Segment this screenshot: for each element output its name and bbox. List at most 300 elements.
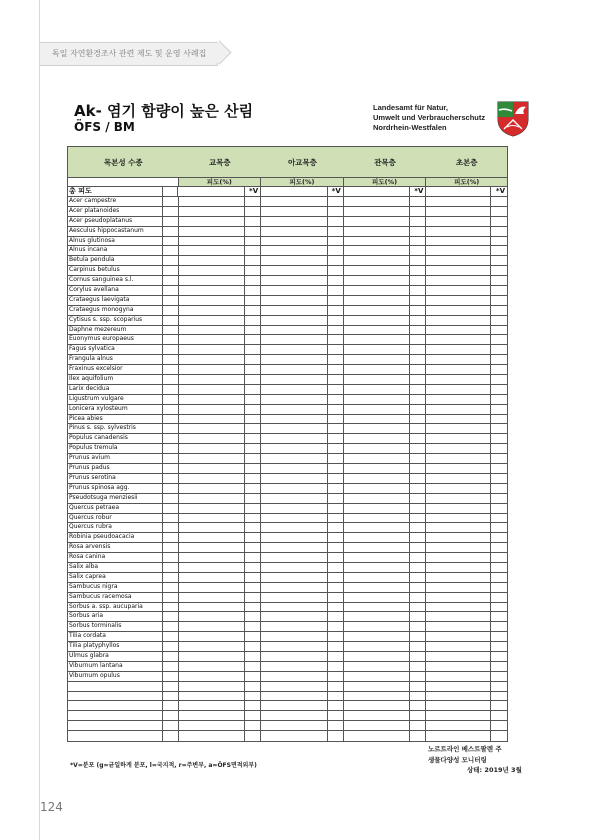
entry-cell[interactable]: [179, 326, 246, 335]
entry-cell[interactable]: [261, 395, 328, 404]
entry-cell[interactable]: [328, 227, 344, 236]
entry-cell[interactable]: [261, 672, 328, 681]
entry-cell[interactable]: [163, 612, 179, 621]
entry-cell[interactable]: [426, 464, 491, 473]
entry-cell[interactable]: [426, 415, 491, 424]
entry-cell[interactable]: [163, 672, 179, 681]
entry-cell[interactable]: [261, 612, 328, 621]
entry-cell[interactable]: [344, 632, 411, 641]
entry-cell[interactable]: [245, 345, 261, 354]
entry-cell[interactable]: [328, 424, 344, 433]
entry-cell[interactable]: [163, 543, 179, 552]
entry-cell[interactable]: [491, 474, 507, 483]
entry-cell[interactable]: [245, 256, 261, 265]
entry-cell[interactable]: [245, 227, 261, 236]
entry-cell[interactable]: [344, 583, 411, 592]
entry-cell[interactable]: [426, 494, 491, 503]
entry-cell[interactable]: [344, 227, 411, 236]
entry-cell[interactable]: [245, 454, 261, 463]
entry-cell[interactable]: [426, 266, 491, 275]
entry-cell[interactable]: [426, 424, 491, 433]
entry-cell[interactable]: [245, 355, 261, 364]
entry-cell[interactable]: [163, 652, 179, 661]
entry-cell[interactable]: [410, 474, 426, 483]
entry-cell[interactable]: [410, 246, 426, 255]
entry-cell[interactable]: [179, 385, 246, 394]
entry-cell[interactable]: [328, 335, 344, 344]
entry-cell[interactable]: [179, 533, 246, 542]
cover-cell[interactable]: [178, 187, 245, 196]
entry-cell[interactable]: [163, 326, 179, 335]
entry-cell[interactable]: [179, 523, 246, 532]
entry-cell[interactable]: [328, 296, 344, 305]
entry-cell[interactable]: [261, 197, 328, 206]
entry-cell[interactable]: [410, 296, 426, 305]
entry-cell[interactable]: [245, 464, 261, 473]
entry-cell[interactable]: [179, 227, 246, 236]
entry-cell[interactable]: [426, 484, 491, 493]
entry-cell[interactable]: [491, 701, 507, 710]
entry-cell[interactable]: [410, 237, 426, 246]
entry-cell[interactable]: [328, 692, 344, 701]
entry-cell[interactable]: [344, 603, 411, 612]
entry-cell[interactable]: [410, 593, 426, 602]
entry-cell[interactable]: [245, 415, 261, 424]
entry-cell[interactable]: [245, 474, 261, 483]
entry-cell[interactable]: [328, 326, 344, 335]
entry-cell[interactable]: [163, 563, 179, 572]
entry-cell[interactable]: [410, 345, 426, 354]
entry-cell[interactable]: [328, 484, 344, 493]
entry-cell[interactable]: [410, 731, 426, 741]
entry-cell[interactable]: [179, 474, 246, 483]
entry-cell[interactable]: [344, 296, 411, 305]
entry-cell[interactable]: [245, 672, 261, 681]
entry-cell[interactable]: [261, 711, 328, 720]
entry-cell[interactable]: [410, 603, 426, 612]
entry-cell[interactable]: [179, 711, 246, 720]
entry-cell[interactable]: [410, 701, 426, 710]
entry-cell[interactable]: [410, 266, 426, 275]
entry-cell[interactable]: [328, 672, 344, 681]
entry-cell[interactable]: [344, 276, 411, 285]
entry-cell[interactable]: [261, 434, 328, 443]
entry-cell[interactable]: [163, 721, 179, 730]
entry-cell[interactable]: [491, 395, 507, 404]
entry-cell[interactable]: [491, 632, 507, 641]
entry-cell[interactable]: [328, 385, 344, 394]
entry-cell[interactable]: [179, 345, 246, 354]
entry-cell[interactable]: [410, 415, 426, 424]
entry-cell[interactable]: [344, 573, 411, 582]
entry-cell[interactable]: [163, 632, 179, 641]
entry-cell[interactable]: [261, 642, 328, 651]
entry-cell[interactable]: [491, 256, 507, 265]
entry-cell[interactable]: [163, 375, 179, 384]
entry-cell[interactable]: [344, 197, 411, 206]
entry-cell[interactable]: [328, 603, 344, 612]
entry-cell[interactable]: [261, 731, 328, 741]
entry-cell[interactable]: [245, 711, 261, 720]
entry-cell[interactable]: [328, 306, 344, 315]
entry-cell[interactable]: [163, 682, 179, 691]
entry-cell[interactable]: [426, 682, 491, 691]
entry-cell[interactable]: [426, 701, 491, 710]
entry-cell[interactable]: [163, 266, 179, 275]
entry-cell[interactable]: [179, 266, 246, 275]
entry-cell[interactable]: [410, 395, 426, 404]
entry-cell[interactable]: [261, 385, 328, 394]
entry-cell[interactable]: [426, 692, 491, 701]
entry-cell[interactable]: [179, 504, 246, 513]
entry-cell[interactable]: [261, 682, 328, 691]
entry-cell[interactable]: [163, 622, 179, 631]
entry-cell[interactable]: [179, 622, 246, 631]
entry-cell[interactable]: [491, 335, 507, 344]
entry-cell[interactable]: [410, 444, 426, 453]
entry-cell[interactable]: [491, 603, 507, 612]
entry-cell[interactable]: [261, 514, 328, 523]
entry-cell[interactable]: [410, 622, 426, 631]
entry-cell[interactable]: [261, 662, 328, 671]
entry-cell[interactable]: [426, 603, 491, 612]
entry-cell[interactable]: [491, 207, 507, 216]
entry-cell[interactable]: [344, 593, 411, 602]
entry-cell[interactable]: [261, 256, 328, 265]
entry-cell[interactable]: [328, 622, 344, 631]
entry-cell[interactable]: [426, 593, 491, 602]
entry-cell[interactable]: [179, 395, 246, 404]
entry-cell[interactable]: [179, 375, 246, 384]
entry-cell[interactable]: [344, 335, 411, 344]
entry-cell[interactable]: [426, 454, 491, 463]
entry-cell[interactable]: [163, 504, 179, 513]
entry-cell[interactable]: [179, 316, 246, 325]
entry-cell[interactable]: [410, 642, 426, 651]
entry-cell[interactable]: [179, 444, 246, 453]
entry-cell[interactable]: [245, 692, 261, 701]
entry-cell[interactable]: [179, 543, 246, 552]
entry-cell[interactable]: [410, 533, 426, 542]
entry-cell[interactable]: [410, 573, 426, 582]
entry-cell[interactable]: [245, 296, 261, 305]
entry-cell[interactable]: [491, 286, 507, 295]
entry-cell[interactable]: [328, 365, 344, 374]
entry-cell[interactable]: [426, 227, 491, 236]
entry-cell[interactable]: [245, 563, 261, 572]
entry-cell[interactable]: [344, 504, 411, 513]
entry-cell[interactable]: [344, 444, 411, 453]
entry-cell[interactable]: [344, 326, 411, 335]
entry-cell[interactable]: [245, 335, 261, 344]
entry-cell[interactable]: [328, 504, 344, 513]
entry-cell[interactable]: [245, 622, 261, 631]
entry-cell[interactable]: [426, 504, 491, 513]
entry-cell[interactable]: [179, 237, 246, 246]
entry-cell[interactable]: [426, 296, 491, 305]
entry-cell[interactable]: [491, 345, 507, 354]
cover-cell[interactable]: [261, 187, 328, 196]
entry-cell[interactable]: [328, 642, 344, 651]
entry-cell[interactable]: [245, 603, 261, 612]
entry-cell[interactable]: [261, 593, 328, 602]
entry-cell[interactable]: [328, 583, 344, 592]
entry-cell[interactable]: [426, 246, 491, 255]
entry-cell[interactable]: [261, 415, 328, 424]
entry-cell[interactable]: [179, 563, 246, 572]
entry-cell[interactable]: [410, 375, 426, 384]
entry-cell[interactable]: [179, 454, 246, 463]
entry-cell[interactable]: [491, 405, 507, 414]
entry-cell[interactable]: [426, 207, 491, 216]
entry-cell[interactable]: [261, 326, 328, 335]
entry-cell[interactable]: [410, 563, 426, 572]
entry-cell[interactable]: [261, 335, 328, 344]
entry-cell[interactable]: [344, 286, 411, 295]
entry-cell[interactable]: [328, 553, 344, 562]
entry-cell[interactable]: [163, 593, 179, 602]
entry-cell[interactable]: [163, 256, 179, 265]
entry-cell[interactable]: [426, 375, 491, 384]
entry-cell[interactable]: [344, 306, 411, 315]
entry-cell[interactable]: [426, 276, 491, 285]
entry-cell[interactable]: [261, 207, 328, 216]
entry-cell[interactable]: [344, 682, 411, 691]
entry-cell[interactable]: [163, 603, 179, 612]
entry-cell[interactable]: [179, 434, 246, 443]
entry-cell[interactable]: [328, 256, 344, 265]
entry-cell[interactable]: [245, 237, 261, 246]
entry-cell[interactable]: [245, 533, 261, 542]
entry-cell[interactable]: [163, 415, 179, 424]
entry-cell[interactable]: [179, 286, 246, 295]
entry-cell[interactable]: [328, 237, 344, 246]
entry-cell[interactable]: [245, 514, 261, 523]
entry-cell[interactable]: [344, 375, 411, 384]
entry-cell[interactable]: [245, 543, 261, 552]
entry-cell[interactable]: [328, 563, 344, 572]
entry-cell[interactable]: [344, 345, 411, 354]
entry-cell[interactable]: [163, 395, 179, 404]
entry-cell[interactable]: [163, 583, 179, 592]
entry-cell[interactable]: [491, 533, 507, 542]
entry-cell[interactable]: [344, 256, 411, 265]
entry-cell[interactable]: [179, 296, 246, 305]
entry-cell[interactable]: [328, 266, 344, 275]
entry-cell[interactable]: [344, 484, 411, 493]
entry-cell[interactable]: [261, 573, 328, 582]
entry-cell[interactable]: [328, 573, 344, 582]
entry-cell[interactable]: [410, 316, 426, 325]
entry-cell[interactable]: [410, 514, 426, 523]
entry-cell[interactable]: [179, 415, 246, 424]
entry-cell[interactable]: [179, 593, 246, 602]
entry-cell[interactable]: [426, 345, 491, 354]
entry-cell[interactable]: [344, 662, 411, 671]
entry-cell[interactable]: [426, 474, 491, 483]
entry-cell[interactable]: [344, 543, 411, 552]
entry-cell[interactable]: [491, 662, 507, 671]
entry-cell[interactable]: [179, 652, 246, 661]
entry-cell[interactable]: [410, 385, 426, 394]
entry-cell[interactable]: [344, 415, 411, 424]
entry-cell[interactable]: [261, 474, 328, 483]
entry-cell[interactable]: [426, 395, 491, 404]
entry-cell[interactable]: [426, 444, 491, 453]
entry-cell[interactable]: [410, 365, 426, 374]
entry-cell[interactable]: [426, 662, 491, 671]
entry-cell[interactable]: [410, 523, 426, 532]
entry-cell[interactable]: [491, 444, 507, 453]
entry-cell[interactable]: [344, 494, 411, 503]
entry-cell[interactable]: [179, 276, 246, 285]
entry-cell[interactable]: [410, 355, 426, 364]
entry-cell[interactable]: [163, 365, 179, 374]
entry-cell[interactable]: [328, 593, 344, 602]
entry-cell[interactable]: [261, 227, 328, 236]
entry-cell[interactable]: [410, 454, 426, 463]
entry-cell[interactable]: [163, 474, 179, 483]
entry-cell[interactable]: [163, 444, 179, 453]
entry-cell[interactable]: [163, 345, 179, 354]
entry-cell[interactable]: [261, 405, 328, 414]
entry-cell[interactable]: [179, 405, 246, 414]
entry-cell[interactable]: [410, 335, 426, 344]
entry-cell[interactable]: [245, 276, 261, 285]
entry-cell[interactable]: [410, 612, 426, 621]
entry-cell[interactable]: [163, 286, 179, 295]
entry-cell[interactable]: [491, 326, 507, 335]
entry-cell[interactable]: [344, 405, 411, 414]
entry-cell[interactable]: [163, 514, 179, 523]
entry-cell[interactable]: [426, 237, 491, 246]
entry-cell[interactable]: [410, 424, 426, 433]
entry-cell[interactable]: [261, 563, 328, 572]
entry-cell[interactable]: [426, 573, 491, 582]
entry-cell[interactable]: [163, 642, 179, 651]
entry-cell[interactable]: [261, 523, 328, 532]
entry-cell[interactable]: [426, 385, 491, 394]
entry-cell[interactable]: [328, 276, 344, 285]
entry-cell[interactable]: [261, 306, 328, 315]
entry-cell[interactable]: [426, 405, 491, 414]
entry-cell[interactable]: [426, 711, 491, 720]
entry-cell[interactable]: [426, 563, 491, 572]
entry-cell[interactable]: [491, 553, 507, 562]
entry-cell[interactable]: [328, 355, 344, 364]
entry-cell[interactable]: [491, 672, 507, 681]
entry-cell[interactable]: [491, 573, 507, 582]
entry-cell[interactable]: [163, 434, 179, 443]
entry-cell[interactable]: [410, 553, 426, 562]
entry-cell[interactable]: [261, 345, 328, 354]
entry-cell[interactable]: [426, 622, 491, 631]
entry-cell[interactable]: [179, 642, 246, 651]
entry-cell[interactable]: [245, 207, 261, 216]
entry-cell[interactable]: [491, 642, 507, 651]
entry-cell[interactable]: [328, 721, 344, 730]
entry-cell[interactable]: [261, 454, 328, 463]
entry-cell[interactable]: [344, 731, 411, 741]
entry-cell[interactable]: [261, 721, 328, 730]
entry-cell[interactable]: [163, 701, 179, 710]
entry-cell[interactable]: [426, 543, 491, 552]
entry-cell[interactable]: [491, 237, 507, 246]
entry-cell[interactable]: [344, 514, 411, 523]
entry-cell[interactable]: [410, 217, 426, 226]
entry-cell[interactable]: [344, 523, 411, 532]
entry-cell[interactable]: [344, 385, 411, 394]
entry-cell[interactable]: [261, 533, 328, 542]
entry-cell[interactable]: [245, 246, 261, 255]
entry-cell[interactable]: [344, 464, 411, 473]
entry-cell[interactable]: [245, 444, 261, 453]
entry-cell[interactable]: [328, 395, 344, 404]
entry-cell[interactable]: [245, 434, 261, 443]
entry-cell[interactable]: [491, 296, 507, 305]
entry-cell[interactable]: [179, 583, 246, 592]
entry-cell[interactable]: [491, 424, 507, 433]
entry-cell[interactable]: [261, 464, 328, 473]
entry-cell[interactable]: [163, 296, 179, 305]
entry-cell[interactable]: [261, 622, 328, 631]
entry-cell[interactable]: [410, 583, 426, 592]
entry-cell[interactable]: [245, 612, 261, 621]
entry-cell[interactable]: [179, 662, 246, 671]
entry-cell[interactable]: [179, 464, 246, 473]
entry-cell[interactable]: [163, 692, 179, 701]
entry-cell[interactable]: [261, 365, 328, 374]
entry-cell[interactable]: [163, 335, 179, 344]
entry-cell[interactable]: [328, 415, 344, 424]
entry-cell[interactable]: [163, 316, 179, 325]
entry-cell[interactable]: [344, 652, 411, 661]
entry-cell[interactable]: [163, 731, 179, 741]
entry-cell[interactable]: [179, 612, 246, 621]
entry-cell[interactable]: [328, 494, 344, 503]
entry-cell[interactable]: [426, 434, 491, 443]
entry-cell[interactable]: [261, 237, 328, 246]
entry-cell[interactable]: [426, 326, 491, 335]
entry-cell[interactable]: [163, 454, 179, 463]
entry-cell[interactable]: [163, 573, 179, 582]
entry-cell[interactable]: [328, 217, 344, 226]
entry-cell[interactable]: [328, 474, 344, 483]
entry-cell[interactable]: [491, 692, 507, 701]
entry-cell[interactable]: [426, 632, 491, 641]
entry-cell[interactable]: [426, 306, 491, 315]
entry-cell[interactable]: [245, 523, 261, 532]
entry-cell[interactable]: [328, 662, 344, 671]
entry-cell[interactable]: [491, 385, 507, 394]
entry-cell[interactable]: [328, 523, 344, 532]
entry-cell[interactable]: [344, 672, 411, 681]
entry-cell[interactable]: [426, 286, 491, 295]
entry-cell[interactable]: [245, 701, 261, 710]
entry-cell[interactable]: [491, 464, 507, 473]
entry-cell[interactable]: [491, 355, 507, 364]
entry-cell[interactable]: [491, 375, 507, 384]
entry-cell[interactable]: [163, 207, 179, 216]
entry-cell[interactable]: [328, 464, 344, 473]
entry-cell[interactable]: [245, 593, 261, 602]
entry-cell[interactable]: [245, 484, 261, 493]
entry-cell[interactable]: [245, 395, 261, 404]
entry-cell[interactable]: [491, 227, 507, 236]
entry-cell[interactable]: [245, 266, 261, 275]
entry-cell[interactable]: [328, 434, 344, 443]
entry-cell[interactable]: [491, 593, 507, 602]
